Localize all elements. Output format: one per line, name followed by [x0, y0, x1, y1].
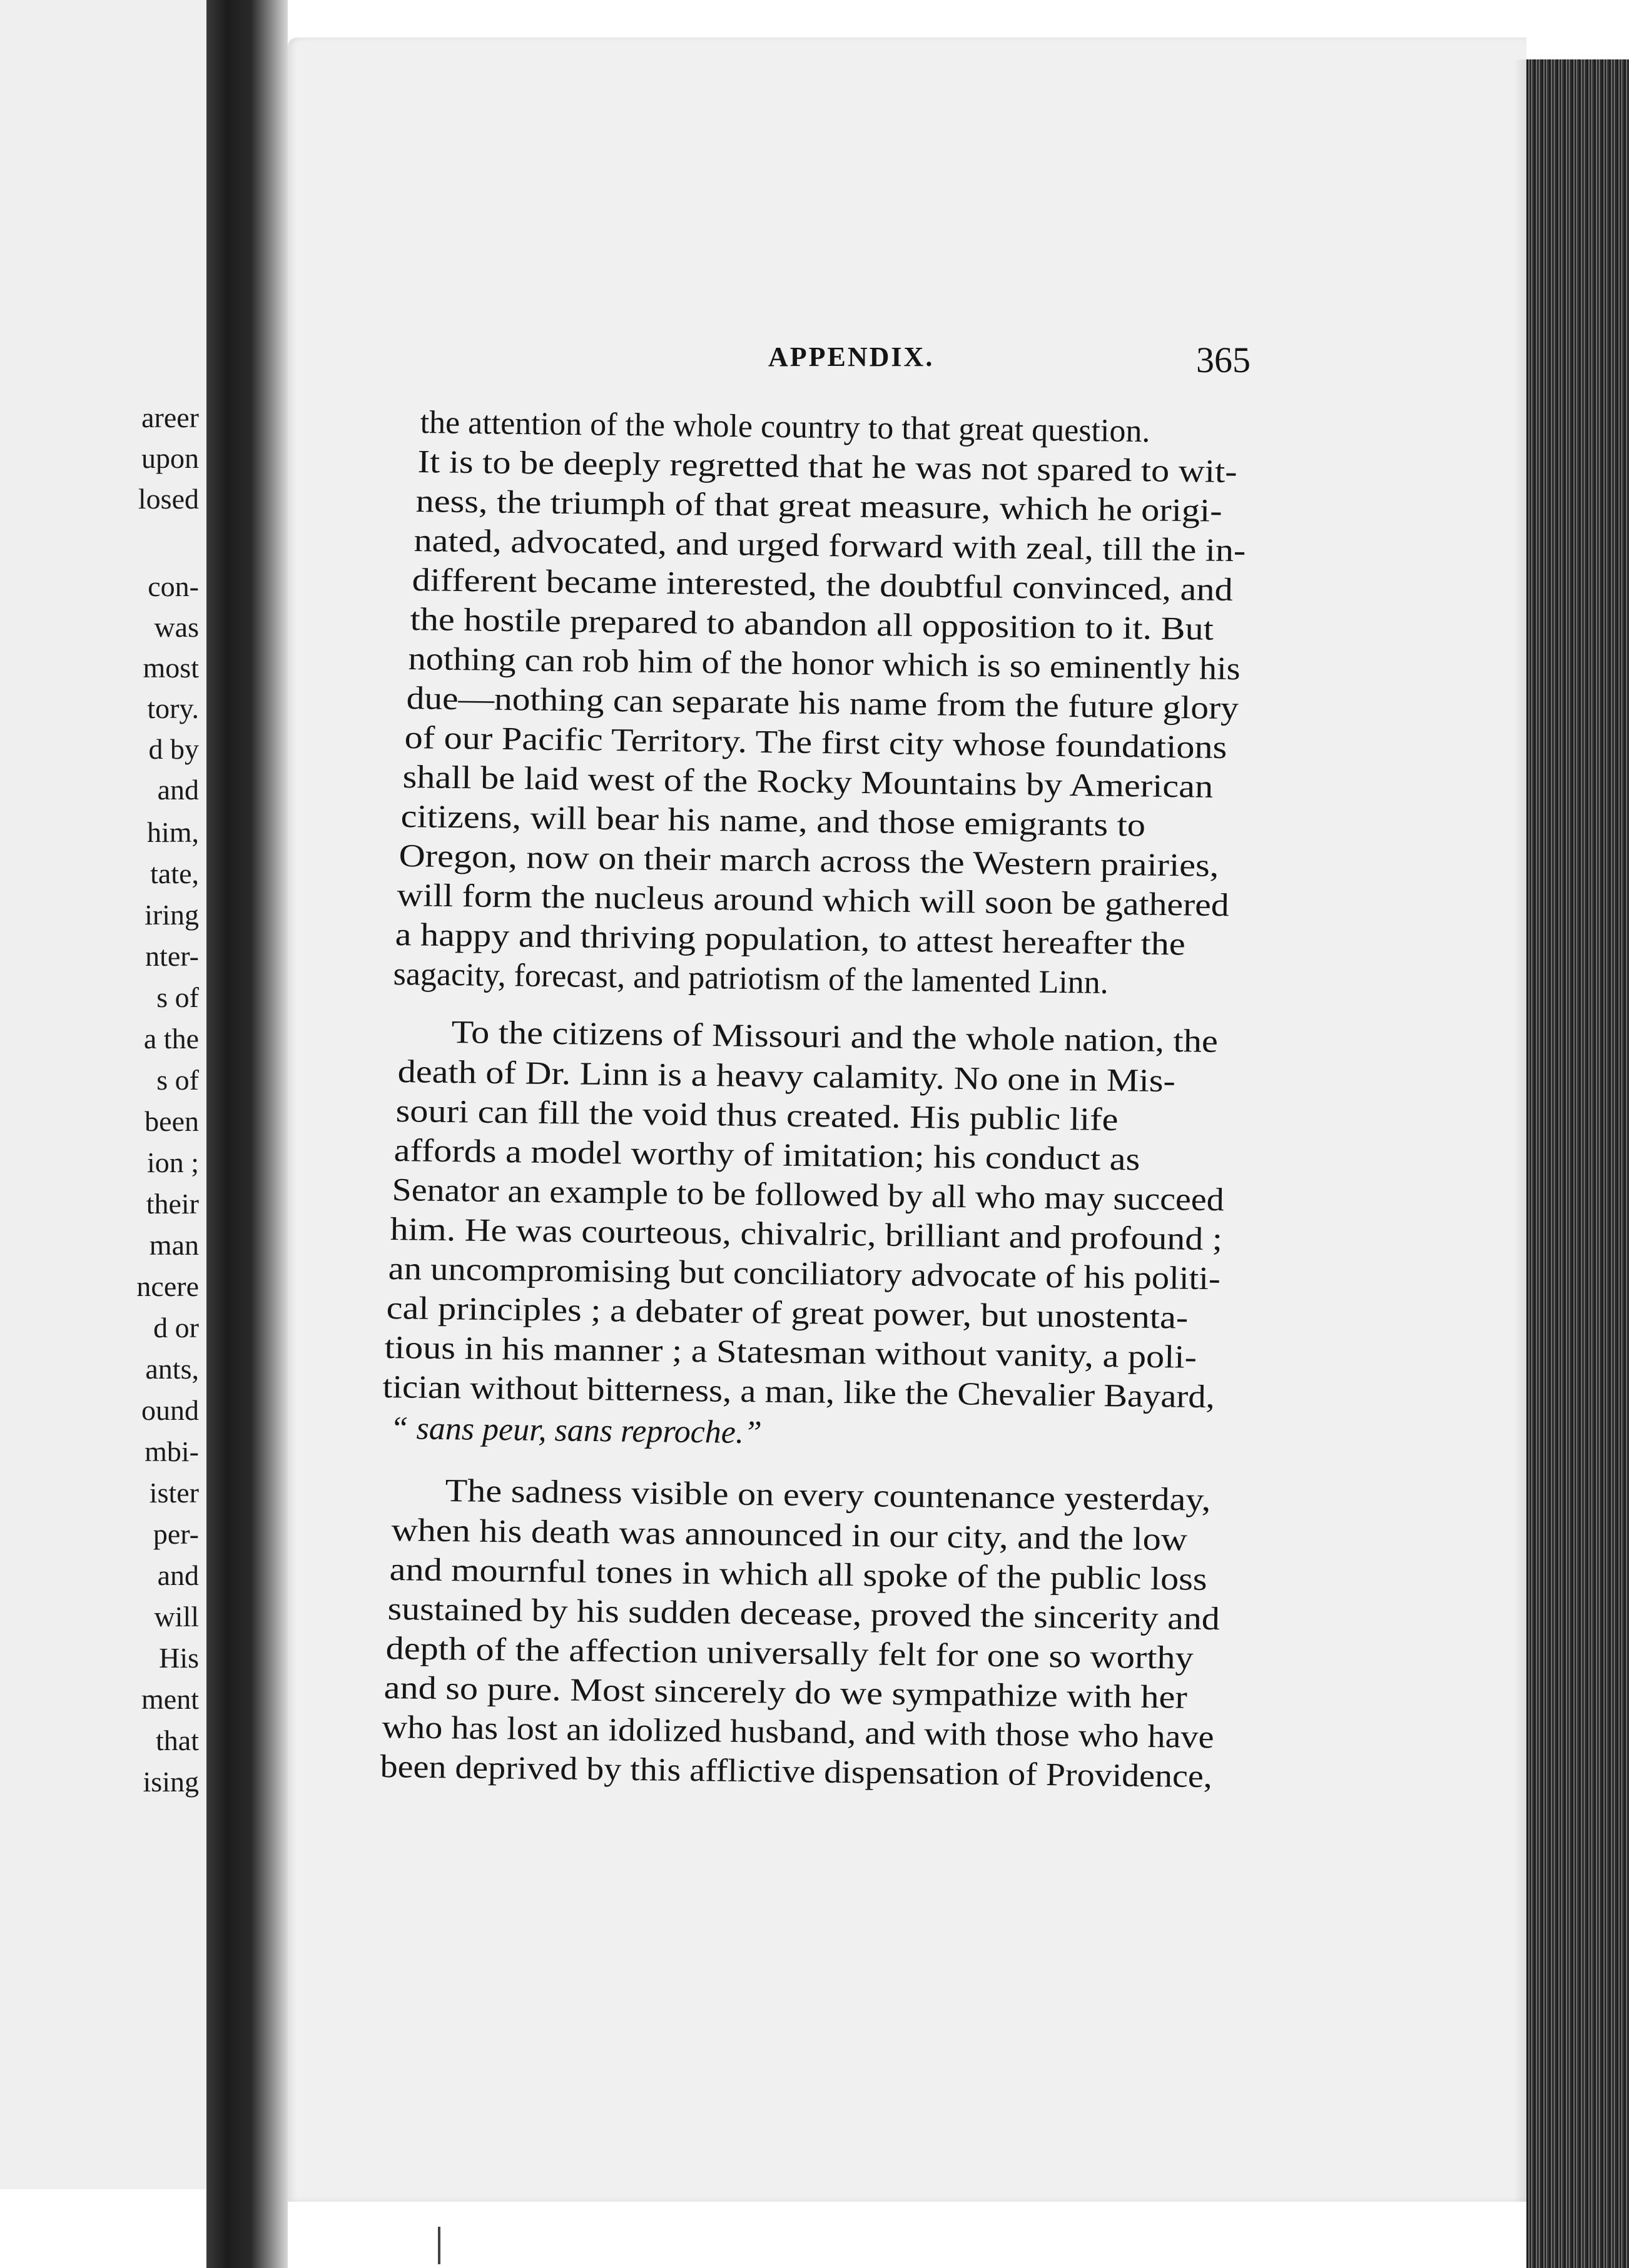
- left-page-line: nter-: [145, 940, 199, 972]
- text-line: To the citizens of Missouri and the whole nation, the: [451, 1015, 1219, 1060]
- text-line: tician without bitterness, a man, like the Chevalier Bayard,: [382, 1369, 1215, 1415]
- text-line: a happy and thriving population, to attest hereafter the: [395, 917, 1186, 963]
- page-edges: [1526, 59, 1629, 2268]
- left-page-line: ion ;: [146, 1147, 199, 1178]
- left-page-line: mbi-: [145, 1435, 199, 1467]
- left-page-line: and: [157, 774, 199, 806]
- text-line: an uncompromising but conciliatory advocate of his politi-: [388, 1251, 1221, 1297]
- left-page-margin: [0, 2189, 206, 2268]
- left-page-line: ister: [149, 1477, 199, 1509]
- text-line: will form the nucleus around which will soon be gathered: [397, 878, 1229, 924]
- text-line: who has lost an idolized husband, and with those who have: [382, 1709, 1214, 1756]
- left-page-line: s of: [156, 981, 199, 1013]
- text-line: nothing can rob him of the honor which is so eminently his: [408, 641, 1241, 687]
- text-line: shall be laid west of the Rocky Mountains by American: [402, 759, 1214, 805]
- left-page-line: most: [143, 652, 199, 684]
- left-page-line: upon: [141, 442, 199, 474]
- page-number: 365: [1196, 340, 1251, 380]
- text-line: and so pure. Most sincerely do we sympathize with her: [383, 1670, 1188, 1716]
- text-line: the hostile prepared to abandon all opposition to it. But: [410, 602, 1214, 647]
- text-line: Oregon, now on their march across the Western prairies,: [398, 838, 1219, 884]
- text-line: depth of the affection universally felt for one so worthy: [385, 1631, 1194, 1676]
- left-page-line: that: [156, 1724, 199, 1756]
- left-page-line: s of: [156, 1064, 199, 1096]
- text-line: sustained by his sudden decease, proved the sincerity and: [387, 1591, 1220, 1638]
- left-page-line: ncere: [136, 1270, 199, 1302]
- left-page-line: will: [154, 1601, 199, 1633]
- text-line: Senator an example to be followed by all who may succeed: [392, 1172, 1224, 1218]
- text-line: citizens, will bear his name, and those emigrants to: [400, 799, 1146, 844]
- scan-speck: [438, 2227, 440, 2264]
- left-page-line: ants,: [145, 1353, 199, 1385]
- bottom-margin: [288, 2202, 1526, 2268]
- left-page-line: ising: [143, 1766, 199, 1798]
- left-page-line: been: [145, 1105, 199, 1137]
- left-page-line: man: [149, 1229, 199, 1261]
- left-page-line: a the: [143, 1023, 199, 1055]
- left-page-line: him,: [146, 816, 199, 848]
- text-line: affords a model worthy of imitation; his conduct as: [393, 1133, 1140, 1178]
- left-page-line: losed: [138, 483, 199, 515]
- text-line: been deprived by this afflictive dispensation of Providence,: [380, 1749, 1213, 1795]
- left-page: [0, 0, 206, 2189]
- left-page-line: His: [159, 1642, 199, 1674]
- book-gutter: [206, 0, 288, 2268]
- text-line: tious in his manner ; a Statesman without vanity, a poli-: [384, 1330, 1197, 1375]
- text-line: of our Pacific Territory. The first city whose foundations: [404, 720, 1227, 766]
- text-line: different became interested, the doubtful convinced, and: [412, 562, 1234, 609]
- left-page-line: per-: [153, 1518, 199, 1550]
- left-page-line: tory.: [147, 692, 199, 724]
- text-line: ness, the triumph of that great measure, which he origi-: [415, 483, 1222, 529]
- text-line: him. He was courteous, chivalric, brilliant and profound ;: [390, 1212, 1223, 1258]
- left-page-line: tate,: [150, 858, 199, 889]
- left-page-line: iring: [145, 899, 199, 931]
- left-page-line: con-: [148, 570, 199, 602]
- text-line: due—nothing can separate his name from the future glory: [406, 681, 1239, 727]
- text-line: nated, advocated, and urged forward with zeal, till the in-: [414, 523, 1246, 569]
- text-line: when his death was announced in our city, and the low: [391, 1512, 1188, 1558]
- text-line: The sadness visible on every countenance yesterday,: [445, 1473, 1211, 1518]
- text-line: sagacity, forecast, and patriotism of the lamented Linn.: [393, 956, 1109, 1001]
- text-line: cal principles ; a debater of great power, but unostenta-: [386, 1290, 1189, 1336]
- text-line: death of Dr. Linn is a heavy calamity. No one in Mis-: [397, 1054, 1176, 1100]
- left-page-line: areer: [141, 402, 199, 433]
- text-line: souri can fill the void thus created. His public life: [395, 1093, 1119, 1138]
- text-line: and mournful tones in which all spoke of the public loss: [389, 1552, 1207, 1597]
- left-page-line: d by: [148, 733, 199, 765]
- left-page-line: was: [154, 611, 199, 643]
- text-line: “ sans peur, sans reproche.”: [390, 1410, 763, 1451]
- left-page-line: and: [157, 1559, 199, 1591]
- text-line: the attention of the whole country to that great question.: [420, 405, 1150, 450]
- text-line: It is to be deeply regretted that he was not spared to wit-: [417, 444, 1237, 490]
- left-page-line: ment: [141, 1683, 199, 1715]
- left-page-line: ound: [141, 1394, 199, 1426]
- left-page-line: d or: [153, 1312, 199, 1344]
- running-head: APPENDIX.: [768, 342, 935, 372]
- left-page-line: their: [146, 1188, 199, 1220]
